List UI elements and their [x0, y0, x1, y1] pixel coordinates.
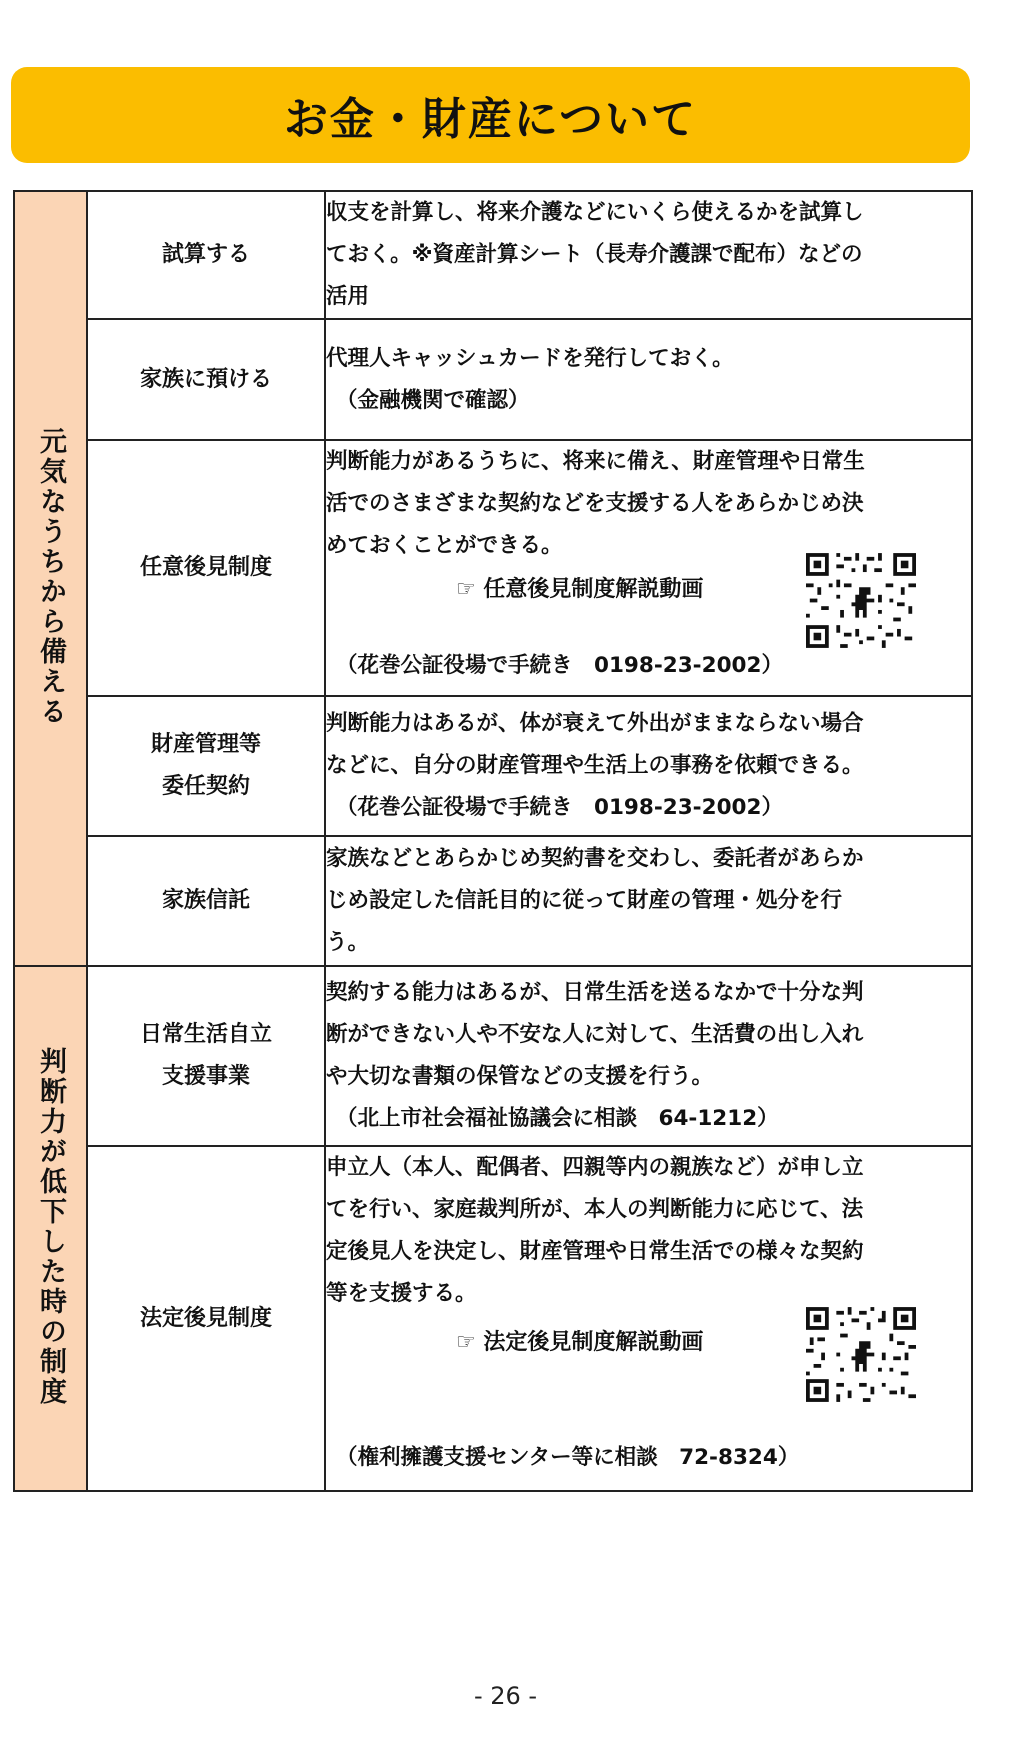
row-label: 任意後見制度: [87, 440, 325, 696]
row-description: 申立人（本人、配偶者、四親等内の親族など）が申し立 てを行い、家庭裁判所が、本人の判断能力に応じて、法 定後見人を決定し、財産管理や日常生活での様々な契約 等を支援する。 ☞ 法定後見制度解説動画 （権利擁護支援センター等に相談 72-8324）: [325, 1146, 972, 1491]
row-description: 契約する能力はあるが、日常生活を送るなかで十分な判 断ができない人や不安な人に対して、生活費の出し入れ や大切な書類の保管などの支援を行う。 （北上市社会福祉協議会に相談 64-1212）: [325, 966, 972, 1146]
row-label: 家族信託: [87, 836, 325, 966]
qr-code-icon[interactable]: [806, 553, 916, 648]
row-label: 日常生活自立 支援事業: [87, 966, 325, 1146]
contact-note: （花巻公証役場で手続き 0198-23-2002）: [336, 795, 783, 820]
category-prepare: [14, 191, 87, 966]
table-row: [14, 1146, 972, 1491]
category-label: 判断力が低下した時の制度: [35, 1046, 66, 1407]
row-description: 判断能力があるうちに、将来に備え、財産管理や日常生 活でのさまざまな契約などを支援する人をあらかじめ決 めておくことができる。 ☞ 任意後見制度解説動画 （花巻公証役場で手続き 0198-23-2002）: [325, 440, 972, 696]
contact-note: （金融機関で確認）: [336, 387, 530, 413]
table-row: [14, 696, 972, 836]
table-row: [14, 319, 972, 440]
row-label: 試算する: [87, 191, 325, 319]
row-label: 法定後見制度: [87, 1146, 325, 1491]
qr-code-icon[interactable]: [806, 1307, 916, 1402]
contact-note: （権利擁護支援センター等に相談 72-8324）: [336, 1445, 800, 1470]
page-number: - 26 -: [473, 1682, 538, 1710]
table-row: [14, 440, 972, 696]
table-row: [14, 966, 972, 1146]
table-row: [14, 836, 972, 966]
row-description: 判断能力はあるが、体が衰えて外出がままならない場合 などに、自分の財産管理や生活上の事務を依頼できる。 （花巻公証役場で手続き 0198-23-2002）: [325, 696, 972, 836]
title-banner: [11, 67, 970, 163]
table-row: [14, 191, 972, 319]
category-label: 元気なうちから備える: [35, 426, 66, 727]
row-description: 家族などとあらかじめ契約書を交わし、委託者があらか じめ設定した信託目的に従って財産の管理・処分を行 う。: [325, 836, 972, 966]
row-label: 家族に預ける: [87, 319, 325, 440]
page-title: お金・財産について: [283, 94, 698, 145]
row-description: 収支を計算し、将来介護などにいくら使えるかを試算し ておく。※資産計算シート（長寿介護課で配布）などの 活用: [325, 191, 972, 319]
info-table: [13, 190, 973, 1492]
row-description: 代理人キャッシュカードを発行しておく。 （金融機関で確認）: [325, 319, 972, 440]
video-link-statutory-guardianship[interactable]: ☞ 法定後見制度解説動画: [456, 1330, 704, 1355]
contact-note: （北上市社会福祉協議会に相談 64-1212）: [336, 1106, 779, 1131]
row-label: 財産管理等 委任契約: [87, 696, 325, 836]
video-link-voluntary-guardianship[interactable]: ☞ 任意後見制度解説動画: [456, 577, 704, 602]
contact-note: （花巻公証役場で手続き 0198-23-2002）: [336, 653, 783, 678]
category-reduced-capacity: [14, 966, 87, 1491]
